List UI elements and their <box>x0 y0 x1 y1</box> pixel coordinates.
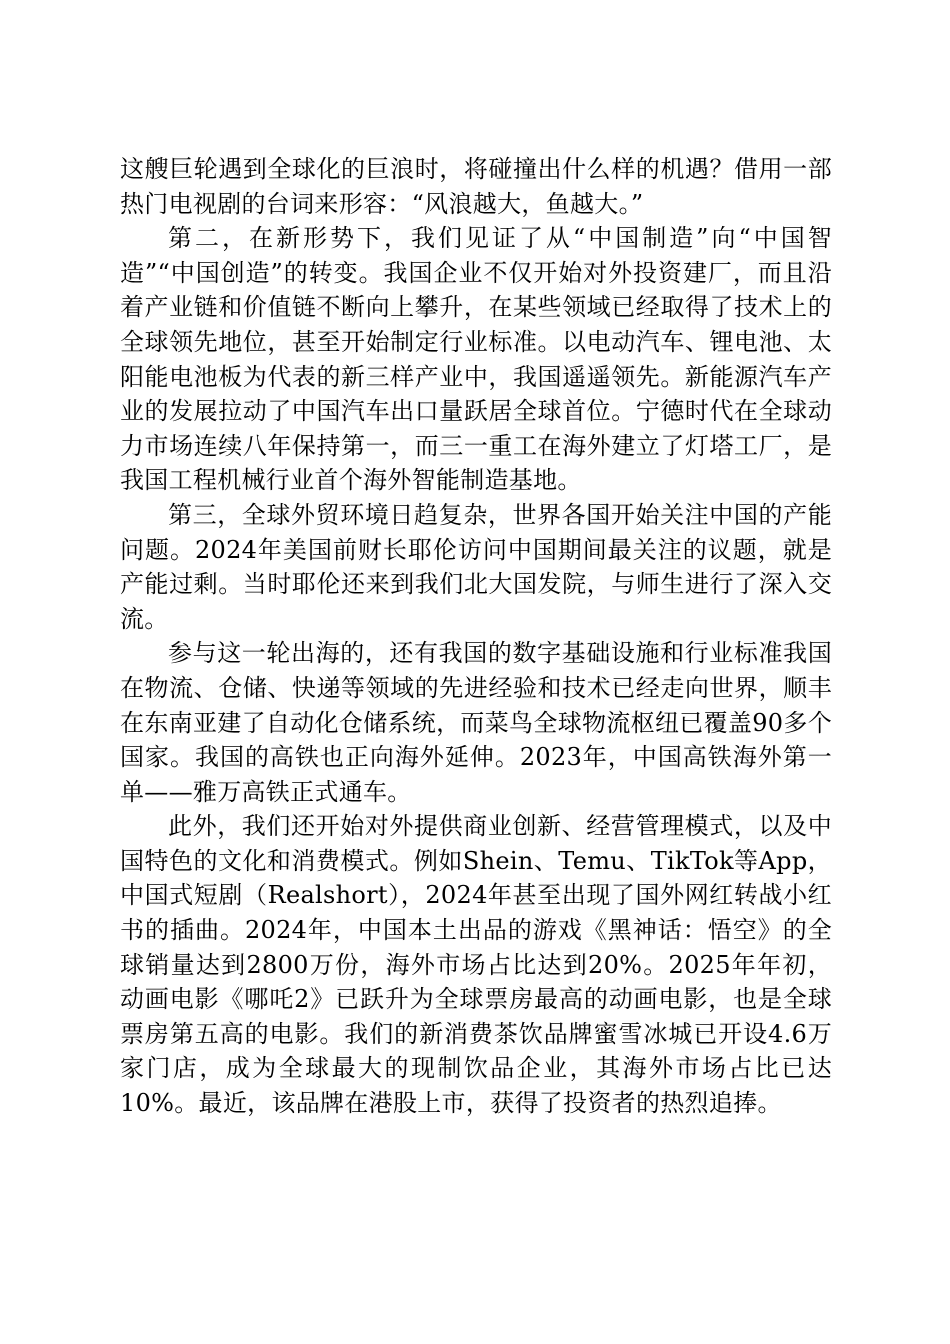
paragraph-business-culture: 此外，我们还开始对外提供商业创新、经营管理模式，以及中国特色的文化和消费模式。例如Shein、Temu、TikTok等App，中国式短剧（Realshort），2024年甚至出现了国外网红转战小红书的插曲。2024年，中国本土出品的游戏《黑神话：悟空》的全球销量达到2800万份，海外市场占比达到20%。2025年年初，动画电影《哪吒2》已跃升为全球票房最高的动画电影，也是全球票房第五高的电影。我们的新消费茶饮品牌蜜雪冰城已开设4.6万家门店，成为全球最大的现制饮品企业，其海外市场占比已达10%。最近，该品牌在港股上市，获得了投资者的热烈追捧。 <box>120 812 832 1118</box>
paragraph-digital-infrastructure: 参与这一轮出海的，还有我国的数字基础设施和行业标准我国在物流、仓储、快递等领域的先进经验和技术已经走向世界，顺丰在东南亚建了自动化仓储系统，而菜鸟全球物流枢纽已覆盖90多个国家。我国的高铁也正向海外延伸。2023年，中国高铁海外第一单——雅万高铁正式通车。 <box>120 639 832 806</box>
paragraph-third-point: 第三，全球外贸环境日趋复杂，世界各国开始关注中国的产能问题。2024年美国前财长耶伦访问中国期间最关注的议题，就是产能过剩。当时耶伦还来到我们北大国发院，与师生进行了深入交流。 <box>120 500 832 633</box>
document-body <box>120 152 832 1121</box>
paragraph-second-point: 第二，在新形势下，我们见证了从“中国制造”向“中国智造”“中国创造”的转变。我国企业不仅开始对外投资建厂，而且沿着产业链和价值链不断向上攀升，在某些领域已经取得了技术上的全球领先地位，甚至开始制定行业标准。以电动汽车、锂电池、太阳能电池板为代表的新三样产业中，我国遥遥领先。新能源汽车产业的发展拉动了中国汽车出口量跃居全球首位。宁德时代在全球动力市场连续八年保持第一，而三一重工在海外建立了灯塔工厂，是我国工程机械行业首个海外智能制造基地。 <box>120 224 832 495</box>
paragraph-continuation: 这艘巨轮遇到全球化的巨浪时，将碰撞出什么样的机遇？借用一部热门电视剧的台词来形容：“风浪越大，鱼越大。” <box>120 155 832 218</box>
